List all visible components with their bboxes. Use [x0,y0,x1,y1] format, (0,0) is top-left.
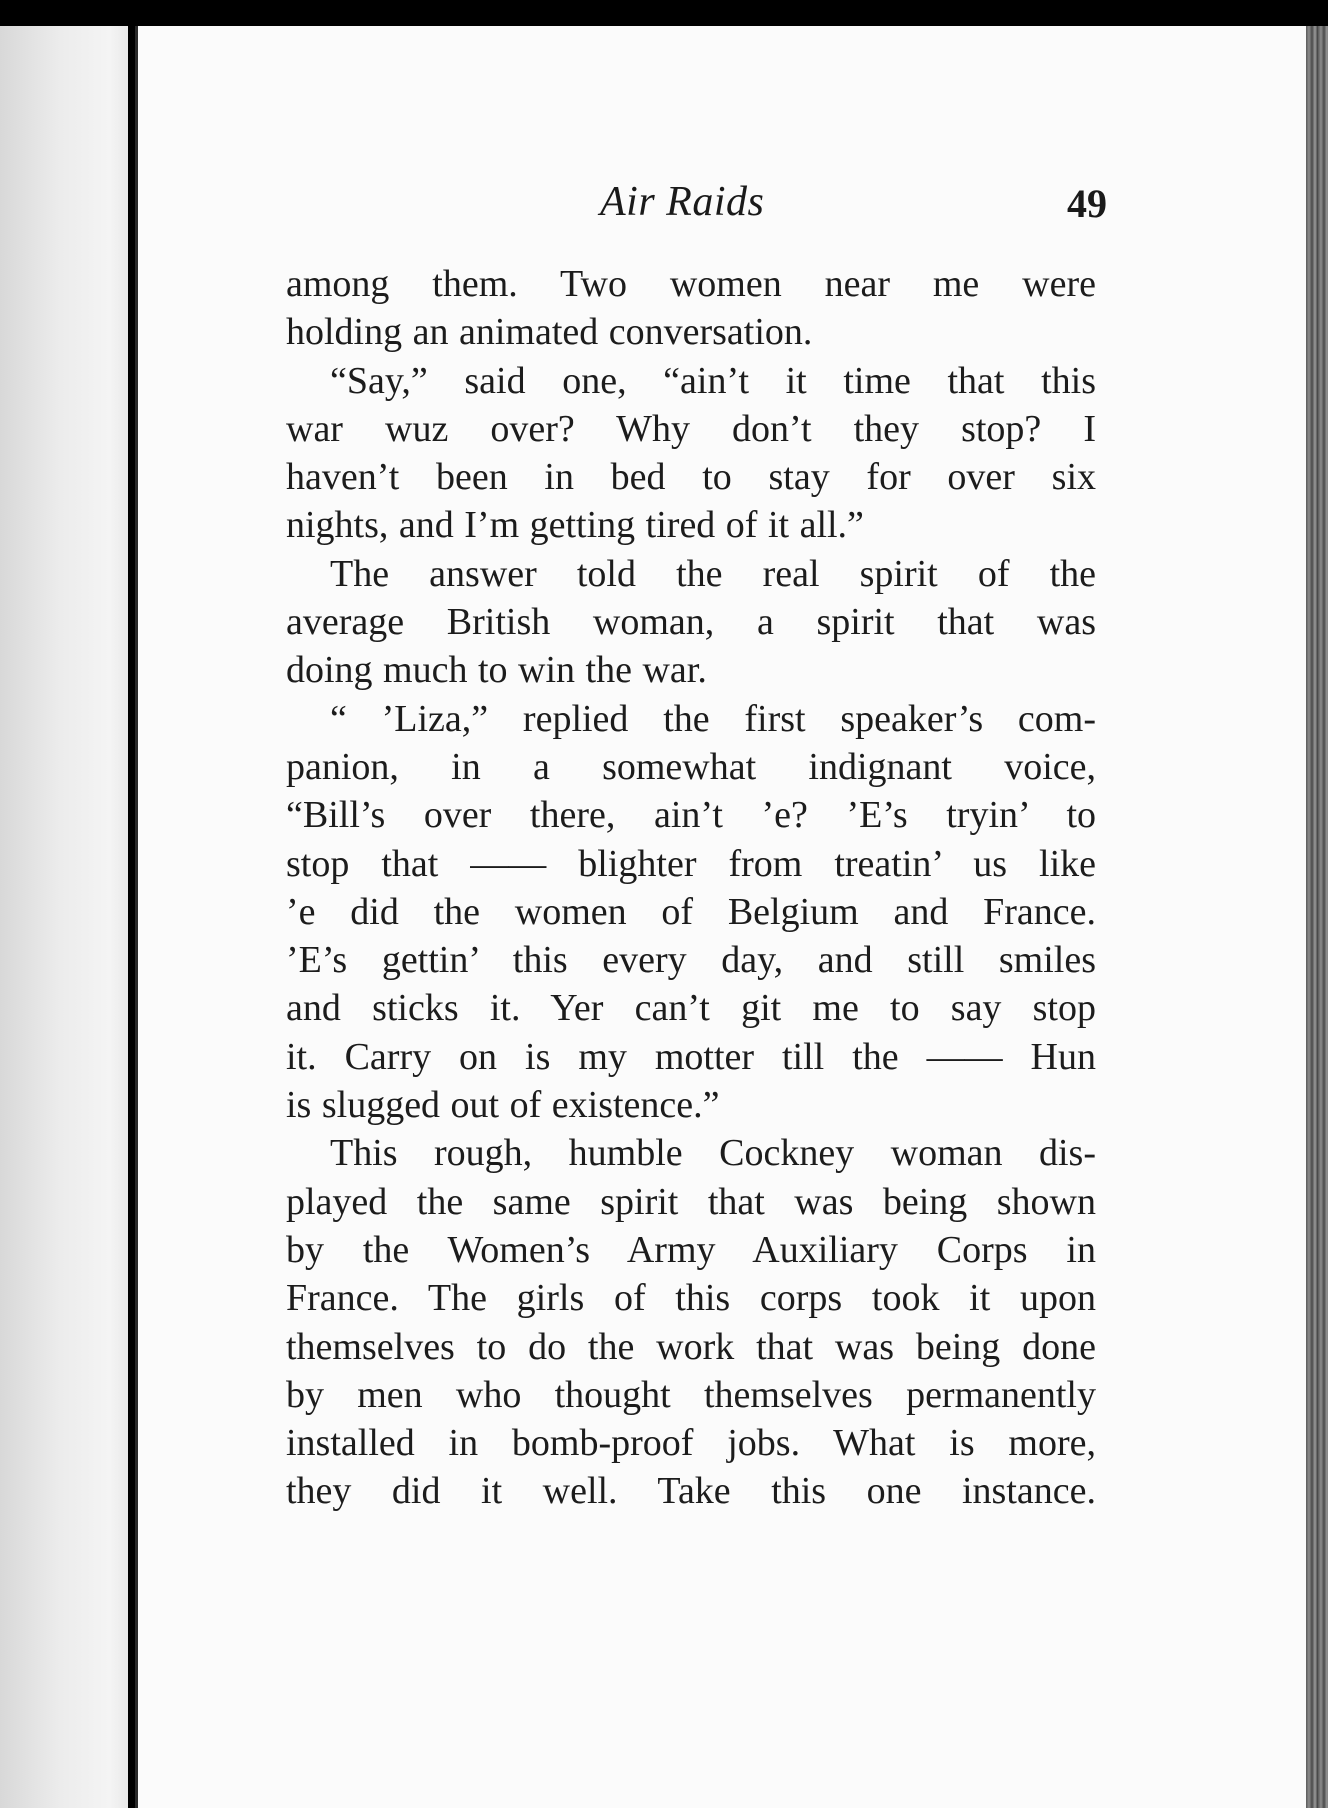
text-line: played the same spirit that was being shown [286,1180,1096,1223]
text-line: and sticks it. Yer can’t git me to say stop [286,987,1096,1030]
text-line: is slugged out of existence.” [286,1084,720,1127]
scan-top-border [0,0,1328,26]
page-number: 49 [1067,181,1107,226]
scan-left-margin [0,26,128,1808]
body-text [286,260,1096,1516]
text-line: France. The girls of this corps took it upon [286,1277,1096,1320]
text-line: average British woman, a spirit that was [286,601,1096,644]
text-line: This rough, humble Cockney woman dis- [330,1132,1096,1175]
text-line: among them. Two women near me were [286,263,1096,305]
text-line: war wuz over? Why don’t they stop? I [286,407,1096,450]
text-line: by men who thought themselves permanently [286,1373,1096,1416]
text-line: ’E’s gettin’ this every day, and still smiles [286,939,1096,982]
text-line: installed in bomb-proof jobs. What is more, [286,1422,1096,1465]
text-line: nights, and I’m getting tired of it all.” [286,504,864,547]
text-line: they did it well. Take this one instance. [286,1470,1096,1513]
text-line: doing much to win the war. [286,649,707,692]
text-line: The answer told the real spirit of the [330,552,1096,595]
text-line: stop that —— blighter from treatin’ us like [286,842,1096,885]
text-line: “ ’Liza,” replied the first speaker’s com- [330,697,1096,740]
text-line: themselves to do the work that was being done [286,1325,1096,1368]
text-line: by the Women’s Army Auxiliary Corps in [286,1228,1096,1271]
text-line: it. Carry on is my motter till the —— Hun [286,1035,1096,1078]
running-head: Air Raids [600,179,765,225]
text-line: “Say,” said one, “ain’t it time that this [330,359,1096,402]
text-line: ’e did the women of Belgium and France. [286,890,1096,933]
text-line: haven’t been in bed to stay for over six [286,456,1096,499]
text-line: panion, in a somewhat indignant voice, [286,745,1096,788]
text-line: “Bill’s over there, ain’t ’e? ’E’s tryin’ to [286,794,1096,837]
page-stack-edge [1306,26,1328,1808]
text-line: holding an animated conversation. [286,311,813,354]
